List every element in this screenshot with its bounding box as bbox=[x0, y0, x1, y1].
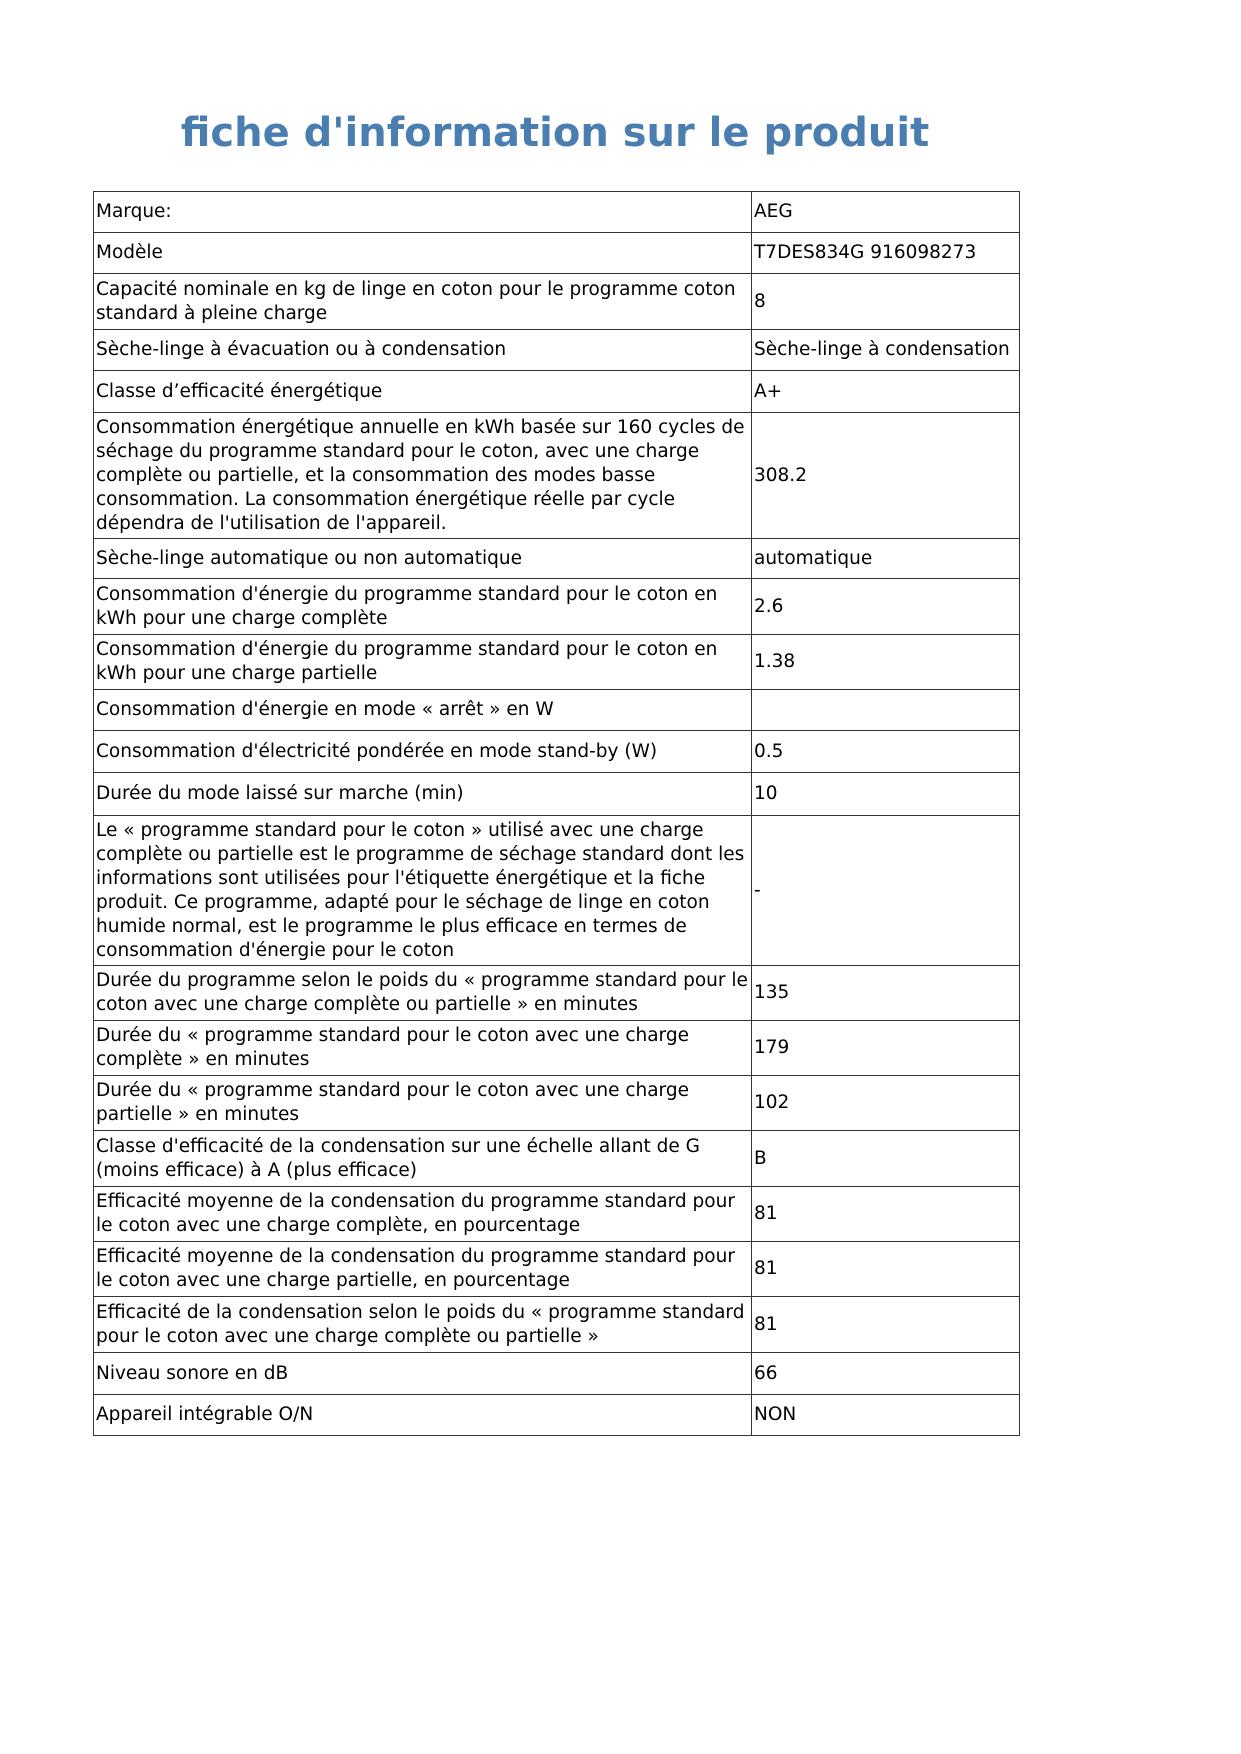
row-label: Durée du « programme standard pour le coton avec une charge complète » en minutes bbox=[94, 1021, 752, 1076]
row-value bbox=[752, 690, 1020, 731]
row-value: T7DES834G 916098273 bbox=[752, 233, 1020, 274]
row-value: 10 bbox=[752, 773, 1020, 816]
row-label: Appareil intégrable O/N bbox=[94, 1395, 752, 1436]
table-row bbox=[94, 773, 1020, 816]
row-label: Consommation d'électricité pondérée en mode stand-by (W) bbox=[94, 731, 752, 773]
row-value: automatique bbox=[752, 539, 1020, 579]
row-value: 179 bbox=[752, 1021, 1020, 1076]
row-value: 81 bbox=[752, 1187, 1020, 1242]
row-label: Efficacité moyenne de la condensation du programme standard pour le coton avec une charge partielle, en pourcentage bbox=[94, 1242, 752, 1297]
table-row bbox=[94, 274, 1020, 330]
row-label: Sèche-linge à évacuation ou à condensation bbox=[94, 330, 752, 371]
row-value: 66 bbox=[752, 1353, 1020, 1395]
table-row bbox=[94, 816, 1020, 966]
table-row bbox=[94, 1187, 1020, 1242]
row-value: 135 bbox=[752, 966, 1020, 1021]
row-label: Marque: bbox=[94, 192, 752, 233]
row-value: Sèche-linge à condensation bbox=[752, 330, 1020, 371]
row-value: NON bbox=[752, 1395, 1020, 1436]
table-row bbox=[94, 1131, 1020, 1187]
table-row bbox=[94, 192, 1020, 233]
table-row bbox=[94, 731, 1020, 773]
table-row bbox=[94, 690, 1020, 731]
row-value: AEG bbox=[752, 192, 1020, 233]
table-row bbox=[94, 635, 1020, 690]
row-label: Durée du programme selon le poids du « programme standard pour le coton avec une charge complète ou partielle » en minutes bbox=[94, 966, 752, 1021]
row-label: Consommation d'énergie du programme standard pour le coton en kWh pour une charge complète bbox=[94, 579, 752, 635]
row-value: 8 bbox=[752, 274, 1020, 330]
row-label: Modèle bbox=[94, 233, 752, 274]
row-value: - bbox=[752, 816, 1020, 966]
row-value: 1.38 bbox=[752, 635, 1020, 690]
table-row bbox=[94, 413, 1020, 539]
row-label: Durée du mode laissé sur marche (min) bbox=[94, 773, 752, 816]
table-row bbox=[94, 966, 1020, 1021]
product-info-table bbox=[93, 191, 1020, 1436]
row-label: Consommation d'énergie du programme standard pour le coton en kWh pour une charge partielle bbox=[94, 635, 752, 690]
table-row bbox=[94, 371, 1020, 413]
table-row bbox=[94, 1242, 1020, 1297]
row-value: 2.6 bbox=[752, 579, 1020, 635]
table-row bbox=[94, 1395, 1020, 1436]
table-row bbox=[94, 539, 1020, 579]
row-label: Classe d'efficacité de la condensation sur une échelle allant de G (moins efficace) à A (plus efficace) bbox=[94, 1131, 752, 1187]
table-row bbox=[94, 579, 1020, 635]
row-label: Efficacité de la condensation selon le poids du « programme standard pour le coton avec une charge complète ou partielle » bbox=[94, 1297, 752, 1353]
row-value: 308.2 bbox=[752, 413, 1020, 539]
row-label: Capacité nominale en kg de linge en coton pour le programme coton standard à pleine charge bbox=[94, 274, 752, 330]
row-label: Le « programme standard pour le coton » utilisé avec une charge complète ou partielle est le programme de séchage standard dont les informations sont utilisées pour l'étiquette énergétique et la fiche produit. Ce programme, adapté pour le séchage de linge en coton humide normal, est le programme le plus efficace en termes de consommation d'énergie pour le coton bbox=[94, 816, 752, 966]
table-row bbox=[94, 233, 1020, 274]
row-value: 81 bbox=[752, 1242, 1020, 1297]
row-label: Durée du « programme standard pour le coton avec une charge partielle » en minutes bbox=[94, 1076, 752, 1131]
row-label: Niveau sonore en dB bbox=[94, 1353, 752, 1395]
row-value: 81 bbox=[752, 1297, 1020, 1353]
row-label: Classe d’efficacité énergétique bbox=[94, 371, 752, 413]
table-row bbox=[94, 1076, 1020, 1131]
row-value: 102 bbox=[752, 1076, 1020, 1131]
table-row bbox=[94, 1297, 1020, 1353]
row-label: Sèche-linge automatique ou non automatique bbox=[94, 539, 752, 579]
row-value: A+ bbox=[752, 371, 1020, 413]
table-row bbox=[94, 1353, 1020, 1395]
row-label: Efficacité moyenne de la condensation du programme standard pour le coton avec une charge complète, en pourcentage bbox=[94, 1187, 752, 1242]
page-title: fiche d'information sur le produit bbox=[180, 110, 930, 156]
row-value: B bbox=[752, 1131, 1020, 1187]
table-row bbox=[94, 330, 1020, 371]
row-label: Consommation énergétique annuelle en kWh basée sur 160 cycles de séchage du programme standard pour le coton, avec une charge complète ou partielle, et la consommation des modes basse consommation. La consommation énergétique réelle par cycle dépendra de l'utilisation de l'appareil. bbox=[94, 413, 752, 539]
table-row bbox=[94, 1021, 1020, 1076]
row-value: 0.5 bbox=[752, 731, 1020, 773]
row-label: Consommation d'énergie en mode « arrêt » en W bbox=[94, 690, 752, 731]
